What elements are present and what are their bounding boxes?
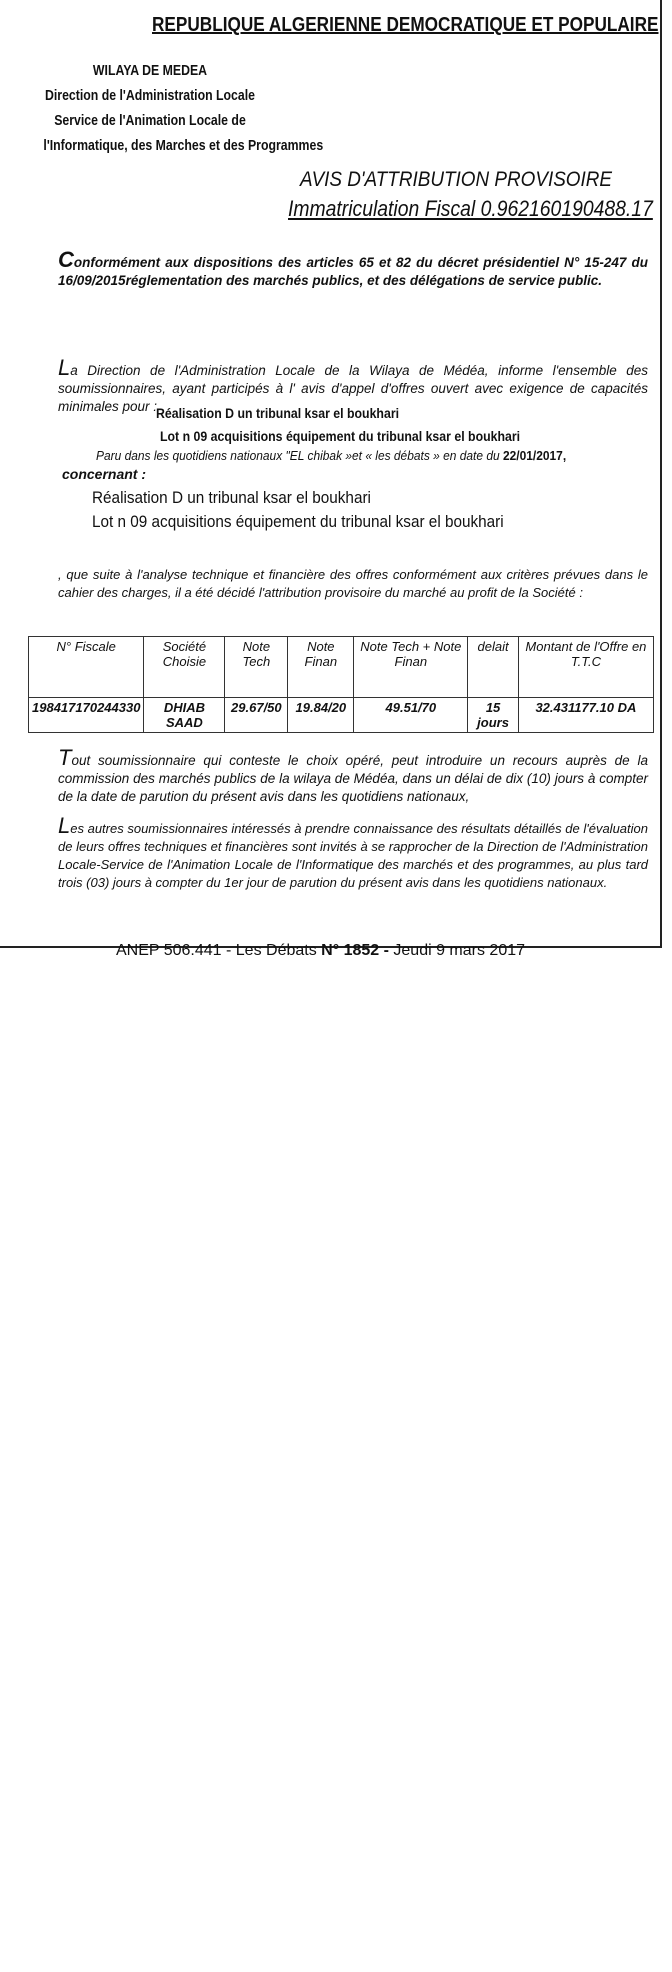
drop-initial: C	[58, 247, 74, 272]
table-row	[29, 698, 654, 733]
attribution-table	[28, 636, 654, 733]
header-delai: delait	[468, 637, 519, 698]
cell-note-tech: 29.67/50	[225, 698, 288, 733]
header-montant: Montant de l'Offre en T.T.C	[518, 637, 653, 698]
project-lot: Lot n 09 acquisitions équipement du tribunal ksar el boukhari	[160, 428, 521, 444]
direction-label: Direction de l'Administration Locale	[44, 87, 255, 104]
announcement-paragraph: La Direction de l'Administration Locale de la Wilaya de Médéa, informe l'ensemble des soumissionnaires, ayant participés à l' avis d'appel d'offres ouvert avec exigence de capacités minimales pour :	[58, 355, 648, 414]
wilaya-label: WILAYA DE MEDEA	[92, 62, 208, 79]
notice-document	[0, 0, 662, 948]
cell-fiscal: 198417170244330	[29, 698, 144, 733]
cell-montant: 32.431177.10 DA	[518, 698, 653, 733]
footer-ref: ANEP 506.441 - Les Débats	[116, 942, 322, 959]
object-repeat: Réalisation D un tribunal ksar el boukhari	[92, 488, 371, 507]
footer-issue: N° 1852 -	[321, 942, 394, 959]
cell-delai: 15 jours	[468, 698, 519, 733]
drop-initial: L	[58, 355, 71, 380]
republic-title: REPUBLIQUE ALGERIENNE DEMOCRATIQUE ET POPULAIRE	[152, 14, 659, 36]
cell-note-total: 49.51/70	[354, 698, 468, 733]
legal-basis-paragraph: Conformément aux dispositions des articles 65 et 82 du décret présidentiel N° 15-247 du 16/09/2015réglementation des marchés publics, et des délégations de service public.	[58, 247, 648, 288]
fiscal-number: Immatriculation Fiscal 0.962160190488.17	[288, 196, 653, 221]
cell-note-finan: 19.84/20	[288, 698, 354, 733]
recourse-paragraph: Tout soumissionnaire qui conteste le choix opéré, peut introduire un recours auprès de la commission des marchés publics de la wilaya de Médéa, dans un délai de dix (10) jours à compter de la date de parution du présent avis dans les quotidiens nationaux,	[58, 745, 648, 804]
service-label-2: l'Informatique, des Marches et des Programmes	[43, 137, 324, 154]
header-note-tech: Note Tech	[225, 637, 288, 698]
header-note-finan: Note Finan	[288, 637, 354, 698]
notice-title: AVIS D'ATTRIBUTION PROVISOIRE	[300, 168, 613, 191]
publication-date: 22/01/2017,	[502, 448, 567, 463]
table-header-row	[29, 637, 654, 698]
footer-date: Jeudi 9 mars 2017	[393, 942, 526, 959]
project-object: Réalisation D un tribunal ksar el boukhari	[156, 405, 400, 421]
cell-societe: DHIAB SAAD	[144, 698, 225, 733]
issuer-block	[20, 58, 324, 158]
results-paragraph: Les autres soumissionnaires intéressés à prendre connaissance des résultats détaillés de l'évaluation de leurs offres techniques et financières sont invités à se rapprocher de la Direction de l'Administration Locale-Service de l'Animation Locale de l'Informatique des marchés et des programmes, au plus tard trois (03) jours à compter du 1er jour de parution du présent avis dans les quotidiens nationaux.	[58, 813, 648, 890]
header-societe: Société Choisie	[144, 637, 225, 698]
concernant-label: concernant :	[62, 466, 147, 482]
service-label-1: Service de l'Animation Locale de	[54, 112, 246, 129]
lot-repeat: Lot n 09 acquisitions équipement du tribunal ksar el boukhari	[92, 512, 504, 531]
header-fiscal: N° Fiscale	[29, 637, 144, 698]
publication-footer	[116, 942, 525, 960]
drop-initial: T	[58, 745, 72, 770]
publication-line: Paru dans les quotidiens nationaux "EL chibak »et « les débats » en date du 22/01/2017,	[96, 448, 567, 463]
decision-paragraph: , que suite à l'analyse technique et financière des offres conformément aux critères prévues dans le cahier des charges, il a été décidé l'attribution provisoire du marché au profit de la Société :	[58, 567, 648, 600]
header-note-total: Note Tech + Note Finan	[354, 637, 468, 698]
drop-initial: L	[58, 813, 71, 838]
